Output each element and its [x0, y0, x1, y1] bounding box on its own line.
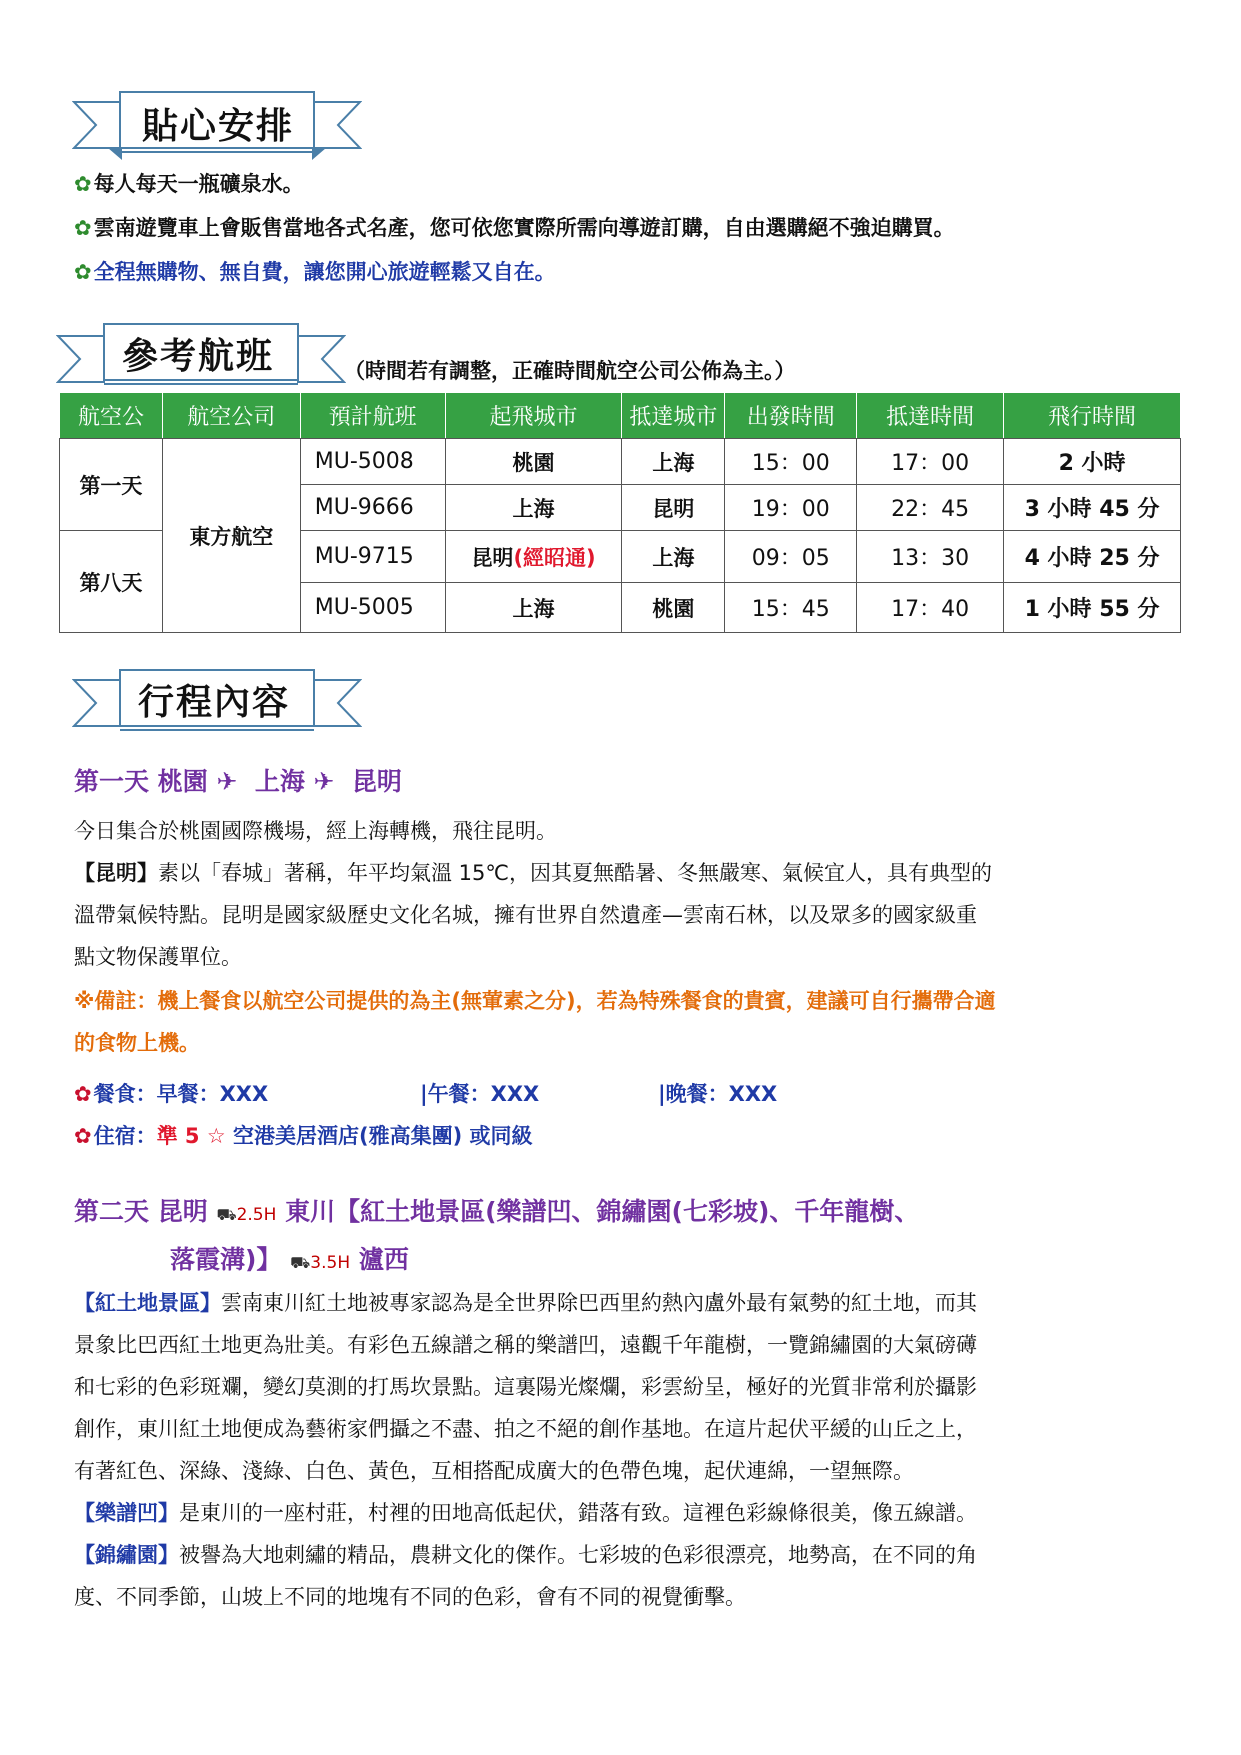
- section-title: 參考航班: [122, 336, 275, 377]
- to-city-cell: 上海: [622, 531, 725, 583]
- bus-icon: ⛟: [216, 1205, 237, 1224]
- arrival-time-cell: 13：30: [857, 531, 1004, 583]
- plane-icon: ✈: [313, 767, 335, 796]
- bus-icon: ⛟: [290, 1253, 311, 1272]
- meal-note: ※備註：機上餐食以航空公司提供的為主(無葷素之分)，若為特殊餐食的貴賓，建議可自行攜帶合適 的食物上機。: [74, 989, 996, 1055]
- plane-icon: ✈: [216, 767, 238, 796]
- day-title: 第一天 桃園 ✈ 上海 ✈ 昆明: [74, 767, 402, 796]
- flight-number-cell: MU-5005: [300, 583, 445, 633]
- duration-cell: 3 小時 45 分: [1004, 485, 1181, 531]
- star-icon: ☆: [206, 1124, 226, 1148]
- column-header: 出發時間: [725, 393, 857, 439]
- duration-cell: 4 小時 25 分: [1004, 531, 1181, 583]
- flight-number-cell: MU-9715: [300, 531, 445, 583]
- column-header: 預計航班: [300, 393, 445, 439]
- duration-cell: 2 小時: [1004, 439, 1181, 485]
- day-title-continued: 落霞溝)】 ⛟3.5H 瀘西: [170, 1245, 409, 1274]
- column-header: 抵達城市: [622, 393, 725, 439]
- flight-number-cell: MU-5008: [300, 439, 445, 485]
- table-row: [60, 439, 1181, 485]
- red-land-description: 【紅土地景區】雲南東川紅土地被專家認為是全世界除巴西里約熱內盧外最有氣勢的紅土地，而其 景象比巴西紅土地更為壯美。有彩色五線譜之稱的樂譜凹，遠觀千年龍樹，一覽錦繡園的大氣磅礡 和七彩的色彩斑斕，變幻莫測的打馬坎景點。這裏陽光燦爛，彩雲紛呈，極好的光質非常利於攝影 創作，東川紅土地便成為藝術家們攝之不盡、拍之不絕的創作基地。在這片起伏平緩的山丘之上， 有著紅色、深綠、淺綠、白色、黃色，互相搭配成廣大的色帶色塊，起伏連綿，一望無際。 【樂譜凹】是東川的一座村莊，村裡的田地高低起伏，錯落有致。這裡色彩線條很美，像五線譜。 【錦繡園】被譽為大地刺繡的精品，農耕文化的傑作。七彩坡的色彩很漂亮，地勢高，在不同的角 度、不同季節，山坡上不同的地塊有不同的色彩，會有不同的視覺衝擊。: [74, 1291, 977, 1609]
- to-city-cell: 桃園: [622, 583, 725, 633]
- column-header: 航空公: [60, 393, 163, 439]
- arrival-time-cell: 17：00: [857, 439, 1004, 485]
- flower-icon: ✿: [74, 260, 92, 284]
- arrival-time-cell: 17：40: [857, 583, 1004, 633]
- from-city-cell: 昆明(經昭通): [445, 531, 622, 583]
- from-city-cell: 上海: [445, 485, 622, 531]
- flower-icon: ✿: [74, 1082, 92, 1106]
- from-city-cell: 上海: [445, 583, 622, 633]
- departure-time-cell: 15：45: [725, 583, 857, 633]
- departure-time-cell: 15：00: [725, 439, 857, 485]
- from-city-cell: 桃園: [445, 439, 622, 485]
- flight-note: （時間若有調整，正確時間航空公司公佈為主。）: [344, 359, 796, 383]
- flight-number-cell: MU-9666: [300, 485, 445, 531]
- list-item: ✿全程無購物、無自費，讓您開心旅遊輕鬆又自在。: [74, 260, 556, 284]
- list-item: ✿雲南遊覽車上會販售當地各式名產，您可依您實際所需向導遊訂購，自由選購絕不強迫購買。: [74, 216, 955, 240]
- day-cell: 第一天: [60, 439, 163, 531]
- departure-time-cell: 19：00: [725, 485, 857, 531]
- flower-icon: ✿: [74, 172, 92, 196]
- section-banner-arrangement: [72, 90, 362, 162]
- lunch-label: |午餐：XXX: [420, 1082, 540, 1106]
- dinner-label: |晚餐：XXX: [658, 1082, 778, 1106]
- from-city-note: (經昭通): [513, 545, 596, 570]
- flower-icon: ✿: [74, 1124, 92, 1148]
- section-title: 行程內容: [138, 682, 291, 723]
- section-title: 貼心安排: [142, 106, 295, 147]
- meals-line: ✿餐食：早餐：XXX: [74, 1082, 269, 1106]
- departure-time-cell: 09：05: [725, 531, 857, 583]
- hotel-line: ✿住宿：準 5 ☆ 空港美居酒店(雅高集團) 或同級: [74, 1124, 533, 1148]
- airline-cell: 東方航空: [162, 439, 300, 633]
- list-item: ✿每人每天一瓶礦泉水。: [74, 172, 304, 196]
- section-banner-itinerary: [72, 668, 362, 740]
- kunming-description: 【昆明】素以「春城」著稱，年平均氣溫 15℃，因其夏無酷暑、冬無嚴寒、氣候宜人，具有典型的 溫帶氣候特點。昆明是國家級歷史文化名城，擁有世界自然遺產—雲南石林，以及眾多的國家級重 點文物保護單位。: [74, 861, 992, 969]
- to-city-cell: 上海: [622, 439, 725, 485]
- duration-cell: 1 小時 55 分: [1004, 583, 1181, 633]
- column-header: 飛行時間: [1004, 393, 1181, 439]
- arrival-time-cell: 22：45: [857, 485, 1004, 531]
- to-city-cell: 昆明: [622, 485, 725, 531]
- day-intro: 今日集合於桃園國際機場，經上海轉機，飛往昆明。: [74, 819, 557, 843]
- column-header: 抵達時間: [857, 393, 1004, 439]
- flower-icon: ✿: [74, 216, 92, 240]
- column-header: 航空公司: [162, 393, 300, 439]
- flight-table: [59, 392, 1181, 633]
- table-header-row: [60, 393, 1181, 439]
- day-title: 第二天 昆明 ⛟2.5H 東川【紅土地景區(樂譜凹、錦繡園(七彩坡)、千年龍樹、: [74, 1197, 920, 1226]
- section-banner-flights: [56, 318, 346, 390]
- column-header: 起飛城市: [445, 393, 622, 439]
- day-cell: 第八天: [60, 531, 163, 633]
